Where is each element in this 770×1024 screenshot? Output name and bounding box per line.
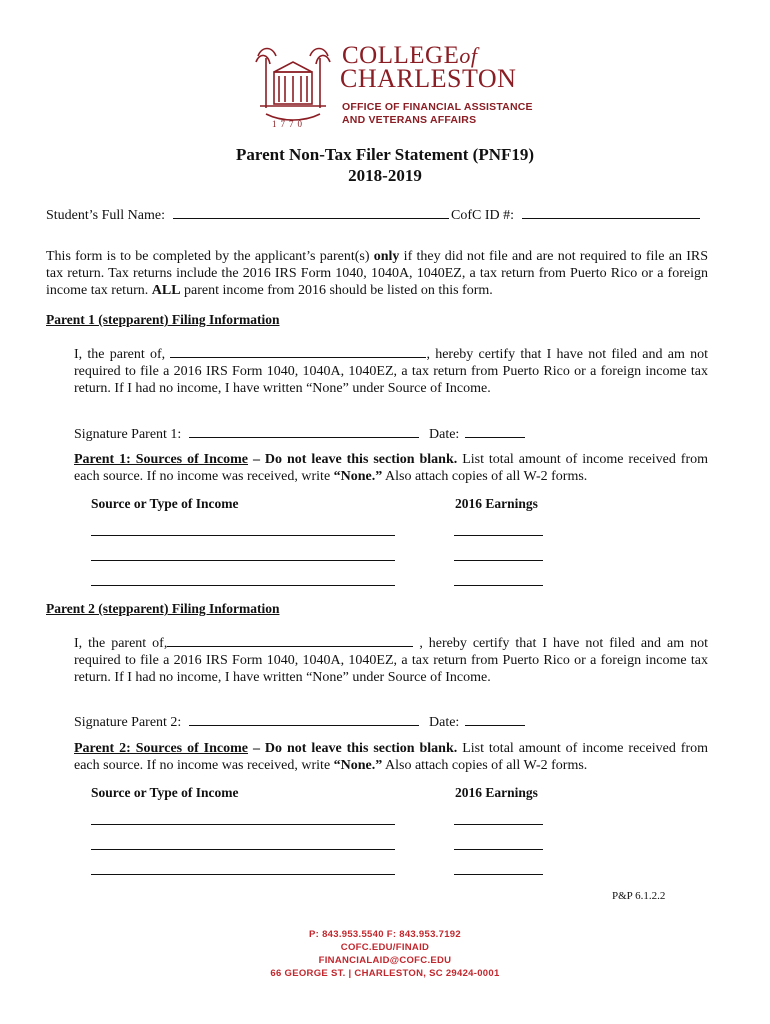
parent2-earnings-line-2[interactable] [454, 849, 543, 850]
parent1-sources-paragraph [74, 451, 708, 485]
parent2-sources-paragraph [74, 740, 708, 774]
parent2-date-field[interactable] [465, 712, 525, 726]
parent1-sources-text1: List total amount of income received from each source. If no income was received, write [74, 452, 709, 484]
parent1-child-name-field[interactable] [170, 344, 426, 358]
parent1-date-label: Date: [429, 427, 460, 442]
parent2-col-earnings: 2016 Earnings [455, 785, 538, 800]
parent1-col-earnings: 2016 Earnings [455, 496, 538, 511]
student-name-field[interactable] [173, 205, 449, 219]
parent1-signature-field[interactable] [189, 424, 419, 438]
college-word: COLLEGE [342, 42, 460, 69]
intro-bold-all: ALL [151, 283, 181, 298]
parent1-signature-row [74, 424, 419, 443]
college-name-line2: CHARLESTON [340, 64, 517, 93]
parent2-earnings-line-1[interactable] [454, 824, 543, 825]
parent2-earnings-line-3[interactable] [454, 874, 543, 875]
parent2-col-source: Source or Type of Income [91, 785, 239, 800]
intro-text-1: This form is to be completed by the applicant’s parent(s) [46, 249, 374, 264]
parent1-sources-text2: Also attach copies of all W-2 forms. [382, 469, 588, 484]
form-title: Parent Non-Tax Filer Statement (PNF19) [235, 145, 535, 164]
parent2-certification [74, 633, 708, 686]
cofc-id-label: CofC ID #: [451, 208, 514, 223]
parent1-earnings-line-3[interactable] [454, 585, 543, 586]
intro-text-2: if they did not file and are not required to file an IRS tax return. Tax returns include the 2016 IRS Form 1040, 1040A, 1040EZ, a tax return from Puerto Rico or a foreign income tax return. [46, 249, 708, 298]
parent1-cert-pre: I, the parent of, [74, 347, 166, 362]
parent1-earnings-line-1[interactable] [454, 535, 543, 536]
parent2-signature-field[interactable] [189, 712, 419, 726]
parent1-certification [74, 344, 708, 397]
parent1-cert-post: , hereby certify that I have not filed and am not required to file a 2016 IRS Form 1040, 1040A, 1040EZ, a tax return from Puerto Rico or a foreign income tax return. If I had no income, I have written “None” under Source of Income. [74, 347, 708, 396]
intro-paragraph [46, 248, 708, 299]
footer-email: FINANCIALAID@COFC.EDU [318, 955, 452, 966]
parent1-sources-bold: – Do not leave this section blank. [248, 452, 458, 467]
office-line2: AND VETERANS AFFAIRS [342, 114, 477, 126]
footer-phone: P: 843.953.5540 F: 843.953.7192 [309, 929, 461, 940]
parent2-cert-pre: I, the parent of, [74, 636, 168, 651]
parent2-source-line-2[interactable] [91, 849, 395, 850]
parent2-source-line-3[interactable] [91, 874, 395, 875]
parent2-child-name-field[interactable] [167, 633, 413, 647]
office-line1: OFFICE OF FINANCIAL ASSISTANCE [342, 101, 533, 113]
cofc-id-row [451, 205, 700, 224]
parent2-date-label: Date: [429, 715, 460, 730]
parent2-signature-label: Signature Parent 2: [74, 715, 182, 730]
parent2-date-row [429, 712, 525, 731]
parent1-source-line-1[interactable] [91, 535, 395, 536]
seal-year: 1770 [272, 119, 306, 129]
parent2-sources-text1: List total amount of income received from each source. If no income was received, write [74, 741, 709, 773]
college-of: of [459, 43, 478, 68]
cofc-id-field[interactable] [522, 205, 700, 219]
parent1-sources-heading: Parent 1: Sources of Income [74, 452, 249, 467]
parent2-source-line-1[interactable] [91, 824, 395, 825]
parent1-source-line-2[interactable] [91, 560, 395, 561]
parent2-sources-bold: – Do not leave this section blank. [248, 741, 458, 756]
parent1-heading: Parent 1 (stepparent) Filing Information [46, 312, 280, 327]
parent1-col-source: Source or Type of Income [91, 496, 239, 511]
parent2-cert-post: , hereby certify that I have not filed and am not required to file a 2016 IRS Form 1040, 1040A, 1040EZ, a tax return from Puerto Rico or a foreign income tax return. If I had no income, I have written “None” under Source of Income. [74, 636, 708, 685]
student-name-row [46, 205, 449, 224]
parent1-date-field[interactable] [465, 424, 525, 438]
parent1-earnings-line-2[interactable] [454, 560, 543, 561]
parent1-signature-label: Signature Parent 1: [74, 427, 182, 442]
intro-bold-only: only [373, 249, 400, 264]
footer-address: 66 GEORGE ST. | CHARLESTON, SC 29424-0001 [270, 968, 500, 979]
parent2-signature-row [74, 712, 419, 731]
intro-text-3: parent income from 2016 should be listed on this form. [180, 283, 493, 298]
parent2-sources-heading: Parent 2: Sources of Income [74, 741, 249, 756]
parent2-heading: Parent 2 (stepparent) Filing Information [46, 601, 280, 616]
parent1-source-line-3[interactable] [91, 585, 395, 586]
parent2-sources-text2: Also attach copies of all W-2 forms. [382, 758, 588, 773]
student-name-label: Student’s Full Name: [46, 208, 165, 223]
parent2-sources-none: “None.” [333, 758, 383, 773]
parent1-date-row [429, 424, 525, 443]
form-year: 2018-2019 [348, 166, 422, 185]
parent1-sources-none: “None.” [333, 469, 383, 484]
policy-reference: P&P 6.1.2.2 [612, 890, 666, 902]
footer-web: COFC.EDU/FINAID [340, 942, 430, 953]
